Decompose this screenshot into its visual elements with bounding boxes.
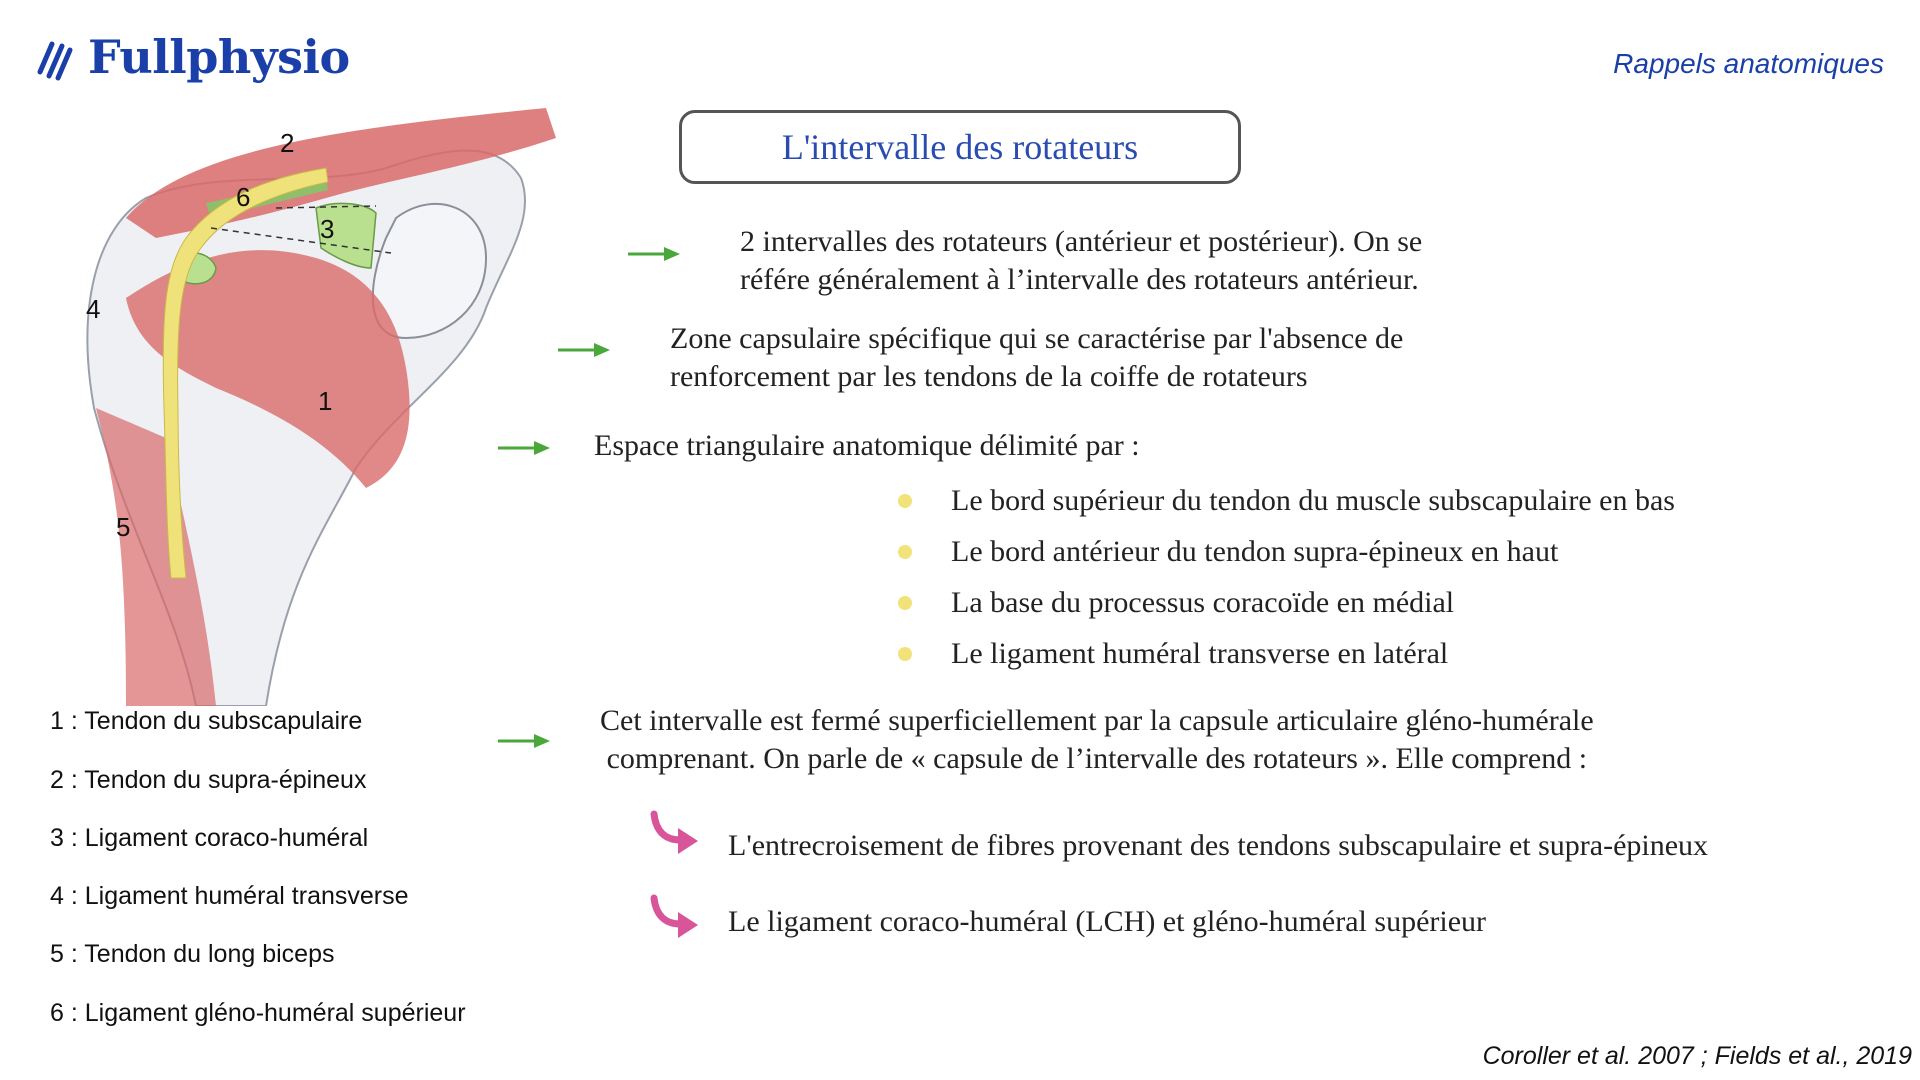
green-arrow-icon — [496, 731, 552, 751]
brand-logo — [36, 30, 350, 84]
sub-item-fibers: L'entrecroisement de fibres provenant des tendons subscapulaire et supra-épineux — [728, 829, 1709, 862]
list-item-text: Le bord antérieur du tendon supra-épineux en haut — [951, 534, 1559, 568]
paragraph-line: Zone capsulaire spécifique qui se caractérise par l'absence de — [670, 322, 1404, 355]
curved-arrow-icon — [648, 810, 700, 858]
paragraph-line: Cet intervalle est fermé superficiellement par la capsule articulaire gléno-humérale — [600, 704, 1594, 737]
bullet-dot-icon — [898, 596, 912, 610]
legend-item: 6 : Ligament gléno-huméral supérieur — [50, 999, 466, 1027]
shoulder-anatomy-illustration — [66, 108, 608, 706]
figure-label-3: 3 — [320, 214, 335, 244]
slide-title: L'intervalle des rotateurs — [679, 110, 1241, 184]
legend-item: 1 : Tendon du subscapulaire — [50, 707, 363, 735]
logo-text: Fullphysio — [88, 30, 350, 84]
paragraph-triangular-space: Espace triangulaire anatomique délimité par : — [594, 429, 1140, 462]
green-arrow-icon — [626, 244, 682, 264]
list-item — [898, 475, 1675, 526]
list-item-text: Le bord supérieur du tendon du muscle subscapulaire en bas — [951, 483, 1675, 517]
citation: Coroller et al. 2007 ; Fields et al., 2019 — [1482, 1042, 1912, 1070]
legend-item: 4 : Ligament huméral transverse — [50, 882, 409, 910]
list-item — [898, 577, 1675, 628]
bullet-dot-icon — [898, 647, 912, 661]
legend-item: 3 : Ligament coraco-huméral — [50, 824, 369, 852]
paragraph-line: renforcement par les tendons de la coiffe de rotateurs — [670, 360, 1308, 393]
figure-label-4: 4 — [86, 294, 101, 324]
green-arrow-icon — [496, 438, 552, 458]
sub-item-ligament: Le ligament coraco-huméral (LCH) et gléno-huméral supérieur — [728, 905, 1487, 938]
list-item — [898, 526, 1675, 577]
bullet-dot-icon — [898, 545, 912, 559]
figure-label-6: 6 — [236, 182, 251, 212]
list-item — [898, 628, 1675, 679]
list-item-text: La base du processus coracoïde en médial — [951, 585, 1455, 619]
figure-label-5: 5 — [116, 512, 131, 542]
bullet-dot-icon — [898, 494, 912, 508]
figure-label-1: 1 — [318, 386, 333, 416]
paragraph-line: 2 intervalles des rotateurs (antérieur et postérieur). On se — [740, 225, 1423, 258]
section-title: Rappels anatomiques — [1613, 48, 1884, 79]
bullet-list — [898, 475, 1675, 679]
paragraph-capsular-zone — [670, 320, 1403, 396]
paragraph-capsule — [600, 702, 1594, 778]
green-arrow-icon — [556, 340, 612, 360]
legend-item: 2 : Tendon du supra-épineux — [50, 766, 367, 794]
curved-arrow-icon — [648, 894, 700, 942]
paragraph-line: comprenant. On parle de « capsule de l’intervalle des rotateurs ». Elle comprend : — [606, 742, 1588, 775]
legend-item: 5 : Tendon du long biceps — [50, 940, 335, 968]
logo-slash-icon — [36, 32, 78, 82]
figure-label-2: 2 — [280, 128, 295, 158]
list-item-text: Le ligament huméral transverse en latéral — [951, 636, 1449, 670]
paragraph-intervals — [740, 223, 1422, 299]
paragraph-line: référe généralement à l’intervalle des rotateurs antérieur. — [740, 263, 1419, 296]
